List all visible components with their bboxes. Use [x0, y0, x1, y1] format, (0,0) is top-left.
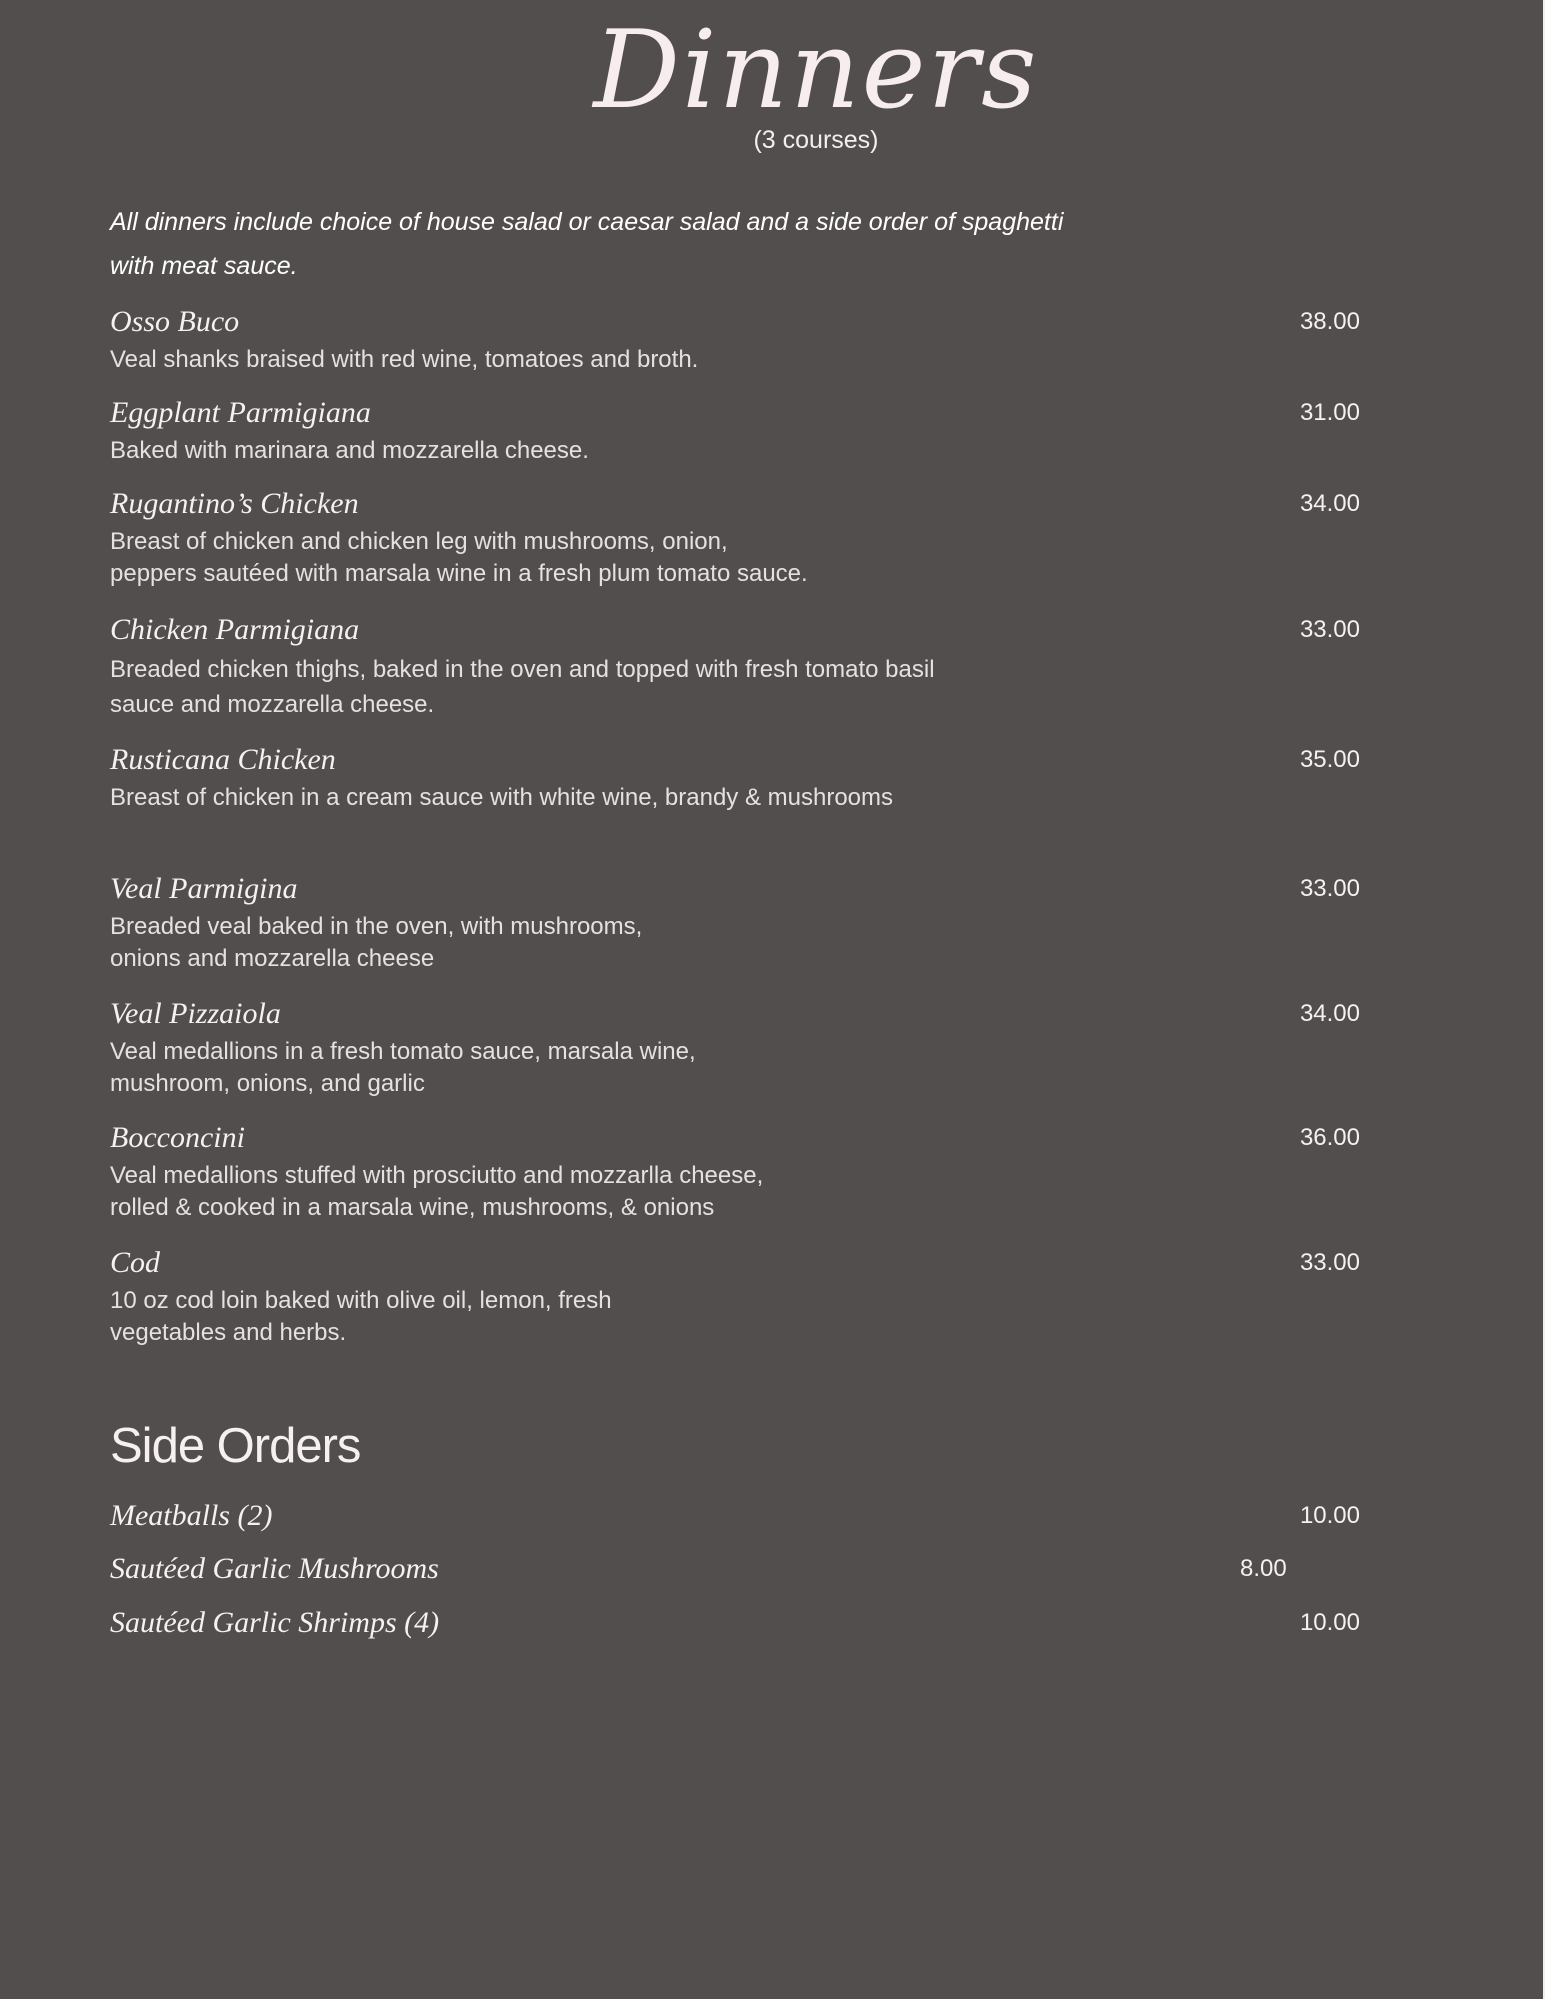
item-price: 36.00 [1299, 1124, 1360, 1151]
item-description: onions and mozzarella cheese [110, 945, 435, 972]
item-description: Veal medallions stuffed with prosciutto and mozzarlla cheese, [110, 1162, 764, 1189]
item-price: 10.00 [1299, 1609, 1360, 1636]
item-description: peppers sautéed with marsala wine in a fresh plum tomato sauce. [110, 560, 808, 587]
item-name: Veal Pizzaiola [110, 997, 281, 1030]
item-name: Veal Parmigina [110, 872, 298, 905]
item-description: 10 oz cod loin baked with olive oil, lemon, fresh [110, 1287, 612, 1314]
item-price: 10.00 [1299, 1502, 1360, 1529]
item-price: 38.00 [1299, 308, 1360, 335]
intro-line: with meat sauce. [110, 252, 298, 280]
menu-item [110, 738, 1360, 814]
item-name: Eggplant Parmigiana [110, 396, 371, 429]
item-name: Osso Buco [110, 305, 240, 338]
menu-item [110, 1241, 1360, 1349]
item-description: Breaded chicken thighs, baked in the oven and topped with fresh tomato basil [110, 656, 935, 683]
intro-line: All dinners include choice of house salad or caesar salad and a side order of spaghetti [110, 208, 1064, 236]
item-name: Meatballs (2) [110, 1499, 273, 1532]
item-description: Breast of chicken and chicken leg with mushrooms, onion, [110, 528, 728, 555]
item-price: 34.00 [1299, 490, 1360, 517]
menu-item [110, 867, 1360, 975]
item-description: vegetables and herbs. [110, 1319, 347, 1346]
item-description: Breast of chicken in a cream sauce with white wine, brandy & mushrooms [110, 784, 894, 811]
item-name: Chicken Parmigiana [110, 613, 360, 646]
side-order-item [110, 1601, 1360, 1645]
item-name: Rusticana Chicken [110, 743, 336, 776]
item-price: 33.00 [1299, 875, 1360, 902]
side-order-item [110, 1547, 1360, 1591]
item-price: 31.00 [1299, 399, 1360, 426]
item-name: Bocconcini [110, 1121, 245, 1154]
item-description: Veal shanks braised with red wine, tomatoes and broth. [110, 346, 699, 373]
item-name: Rugantino’s Chicken [110, 487, 359, 520]
page-title: Dinners [593, 8, 1039, 133]
page-subtitle: (3 courses) [753, 126, 879, 154]
item-price: 8.00 [1240, 1555, 1287, 1582]
item-description: sauce and mozzarella cheese. [110, 691, 435, 718]
item-name: Sautéed Garlic Mushrooms [110, 1552, 439, 1585]
item-price: 34.00 [1299, 1000, 1360, 1027]
menu-item [110, 300, 1360, 376]
menu-item [110, 992, 1360, 1100]
item-description: Baked with marinara and mozzarella cheese. [110, 437, 589, 464]
item-name: Cod [110, 1246, 161, 1279]
item-name: Sautéed Garlic Shrimps (4) [110, 1606, 440, 1639]
intro-note [110, 200, 1120, 288]
item-description: Veal medallions in a fresh tomato sauce, marsala wine, [110, 1038, 696, 1065]
item-description: rolled & cooked in a marsala wine, mushrooms, & onions [110, 1194, 715, 1221]
side-order-item [110, 1494, 1360, 1538]
section-heading-side-orders: Side Orders [110, 1419, 361, 1473]
menu-item [110, 391, 1360, 467]
item-price: 33.00 [1299, 1249, 1360, 1276]
menu-item [110, 1116, 1360, 1224]
menu-item [110, 482, 1360, 590]
item-price: 33.00 [1299, 616, 1360, 643]
item-description: mushroom, onions, and garlic [110, 1070, 425, 1097]
item-price: 35.00 [1299, 746, 1360, 773]
item-description: Breaded veal baked in the oven, with mushrooms, [110, 913, 643, 940]
menu-item [110, 608, 1360, 722]
